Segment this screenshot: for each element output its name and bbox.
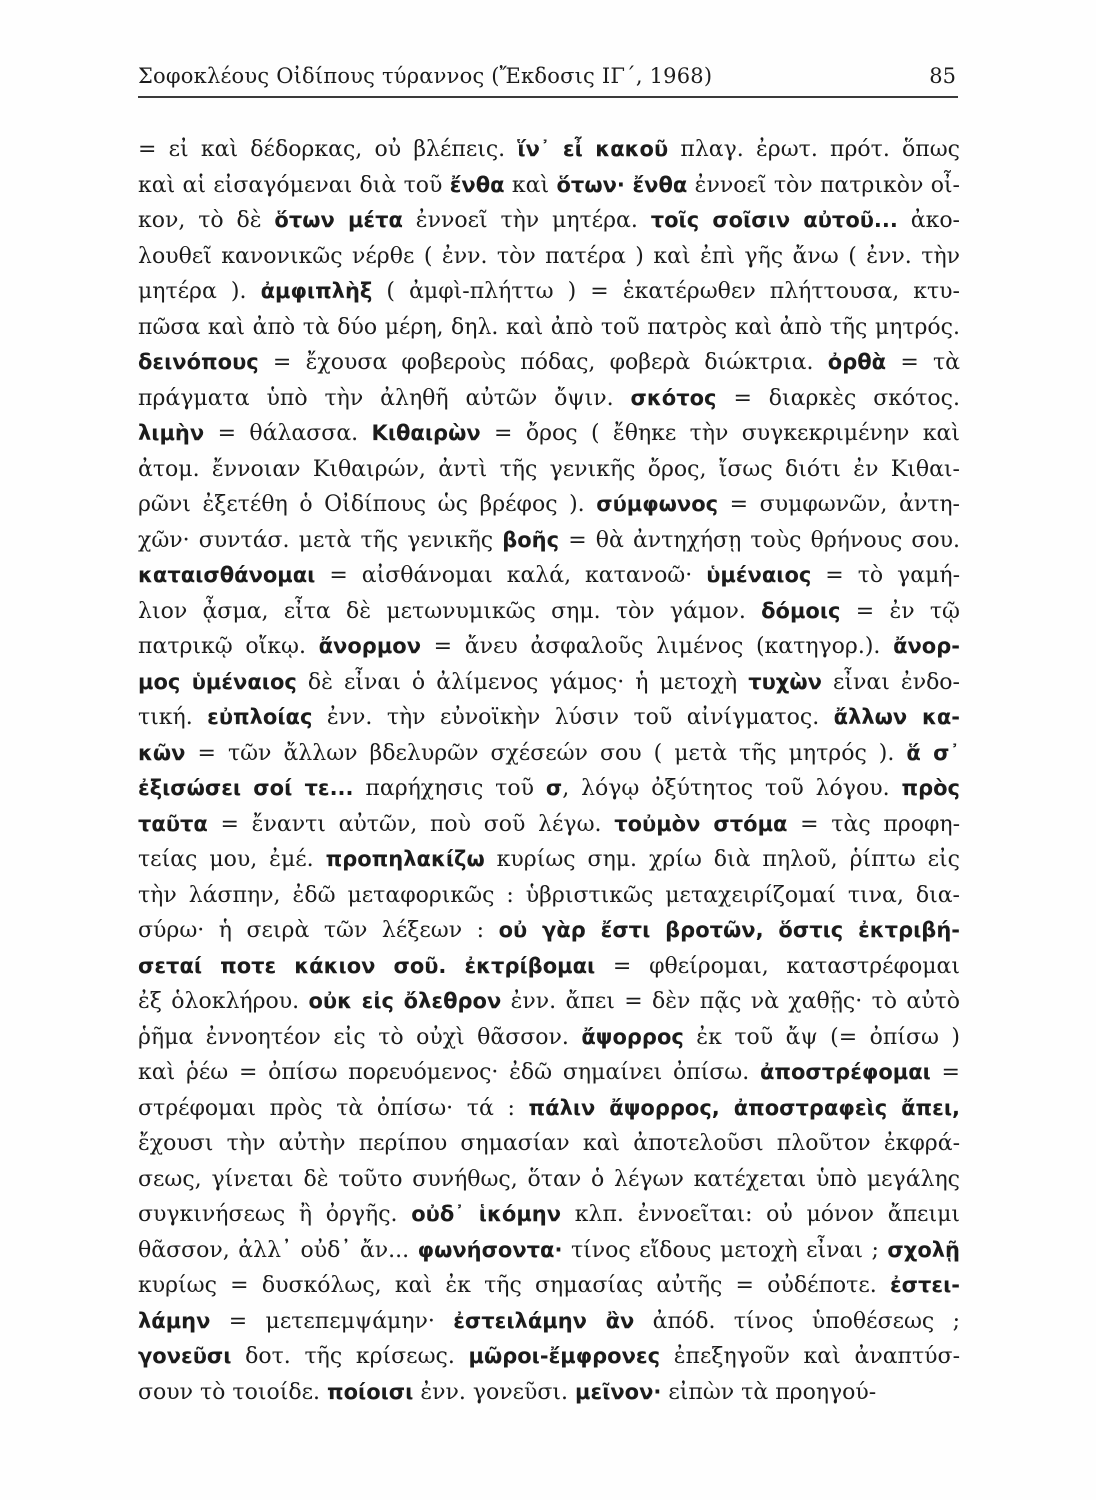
page-header xyxy=(138,62,958,98)
lemma-term: τοῖς σοῖσιν αὐτοῦ... xyxy=(650,208,898,232)
gloss-text: σουν τὸ τοιοίδε. xyxy=(138,1379,327,1405)
lemma-term: οὐκ εἰς ὄλεθρον xyxy=(308,989,502,1013)
gloss-text: ρῶνι ἐξετέθη ὁ Οἰδίπους ὡς βρέφος ). xyxy=(138,492,597,517)
gloss-text: τὴν λάσπην, ἐδῶ μεταφορικῶς : ὑβριστικῶς μεταχειρίζομαί τινα, δια- xyxy=(138,882,960,908)
gloss-text: ἐπεξηγοῦν καὶ ἀναπτύσ- xyxy=(660,1344,961,1369)
lemma-term: σχολῇ xyxy=(887,1237,960,1262)
text-line xyxy=(138,1020,960,1056)
text-line xyxy=(138,665,960,701)
gloss-text: ἀκο- xyxy=(897,208,960,233)
text-line xyxy=(138,984,960,1020)
lemma-term: ἄψορρος xyxy=(581,1024,684,1049)
gloss-text: ἐννοεῖ τὸν πατρικὸν οἶ- xyxy=(687,172,960,198)
text-line xyxy=(138,913,960,949)
lemma-term: ταῦτα xyxy=(138,811,208,836)
gloss-text: σύρω· ἡ σειρὰ τῶν λέξεων : xyxy=(138,918,499,943)
lemma-term: μεῖνον· xyxy=(575,1379,662,1404)
gloss-text: τίνος εἴδους μετοχὴ εἶναι ; xyxy=(562,1237,888,1263)
gloss-text: κλπ. ἐννοεῖται: οὐ μόνον ἄπειμι xyxy=(561,1202,960,1227)
text-line xyxy=(138,523,960,559)
text-line xyxy=(138,1339,960,1375)
lemma-term: ἵν᾽ εἶ κακοῦ xyxy=(517,137,669,161)
gloss-text: εἰπὼν τὰ προηγού- xyxy=(661,1379,877,1405)
gloss-text: χῶν· συντάσ. μετὰ τῆς γενικῆς xyxy=(138,527,503,553)
text-line xyxy=(138,1091,960,1127)
lemma-term: ἅ σ᾽ xyxy=(906,740,961,765)
gloss-text: = διαρκὲς σκότος. xyxy=(716,385,960,411)
lemma-term: σύμφωνος xyxy=(596,492,719,516)
running-title: Σοφοκλέους Οἰδίπους τύραννος (Ἔκδοσις ΙΓ΄, 1968) xyxy=(138,64,713,88)
text-line xyxy=(138,274,960,310)
gloss-text: ( ἀμφὶ-πλήττω ) = ἑκατέρωθεν πλήττουσα, κτυ- xyxy=(372,279,960,304)
text-line xyxy=(138,310,960,346)
page-number: 85 xyxy=(929,64,956,88)
text-line xyxy=(138,807,960,843)
gloss-text: κυρίως = δυσκόλως, καὶ ἐκ τῆς σημασίας αὐτῆς = οὐδέποτε. xyxy=(138,1273,890,1298)
text-line xyxy=(138,168,960,204)
gloss-text: πῶσα καὶ ἀπὸ τὰ δύο μέρη, δηλ. καὶ ἀπὸ τοῦ πατρὸς καὶ ἀπὸ τῆς μητρός. xyxy=(138,314,960,340)
gloss-text: = φθείρομαι, καταστρέφομαι xyxy=(595,953,960,979)
gloss-text: = ἔναντι αὐτῶν, ποὺ σοῦ λέγω. xyxy=(207,811,615,837)
text-line xyxy=(138,381,960,417)
gloss-text: = θὰ ἀντηχήσῃ τοὺς θρήνους σου. xyxy=(559,527,961,553)
lemma-term: σκότος xyxy=(630,385,717,410)
lemma-term: ὀρθὰ xyxy=(827,350,887,374)
text-line xyxy=(138,203,960,239)
text-line xyxy=(138,558,960,594)
gloss-text: πράγματα ὑπὸ τὴν ἀληθῆ αὐτῶν ὄψιν. xyxy=(138,385,631,411)
lemma-term: λιμὴν xyxy=(138,421,205,445)
gloss-text: = τὰ xyxy=(886,350,960,375)
gloss-text: ἐνν. ἄπει = δὲν πᾷς νὰ χαθῇς· τὸ αὐτὸ xyxy=(501,989,960,1014)
gloss-text: καὶ αἱ εἰσαγόμεναι διὰ τοῦ xyxy=(138,172,450,198)
text-line xyxy=(138,842,960,878)
text-line xyxy=(138,594,960,630)
text-line xyxy=(138,132,960,168)
text-line xyxy=(138,1304,960,1340)
text-line xyxy=(138,1055,960,1091)
gloss-text: ῥῆμα ἐννοητέον εἰς τὸ οὐχὶ θᾶσσον. xyxy=(138,1024,582,1050)
lemma-term: εὐπλοίας xyxy=(207,705,313,729)
text-line xyxy=(138,878,960,914)
lemma-term: ἐξισώσει σοί τε... xyxy=(138,776,354,800)
gloss-text: = εἰ καὶ δέδορκας, οὐ βλέπεις. xyxy=(138,137,518,162)
gloss-text: ἀπόδ. τίνος ὑποθέσεως ; xyxy=(634,1308,960,1334)
lemma-term: δεινόπους xyxy=(138,350,259,374)
text-line xyxy=(138,345,960,381)
lemma-term: προπηλακίζω xyxy=(325,847,485,871)
gloss-text: ἔχουσι τὴν αὐτὴν περίπου σημασίαν καὶ ἀποτελοῦσι πλοῦτον ἐκφρά- xyxy=(138,1131,960,1156)
gloss-text: = αἰσθάνομαι καλά, κατανοῶ· xyxy=(315,563,707,588)
lemma-term: σ xyxy=(545,776,563,800)
gloss-text: δοτ. τῆς κρίσεως. xyxy=(231,1344,469,1369)
gloss-text: λουθεῖ κανονικῶς νέρθε ( ἐνν. τὸν πατέρα ) καὶ ἐπὶ γῆς ἄνω ( ἐνν. τὴν xyxy=(138,243,960,269)
gloss-text: = ὄρος ( ἔθηκε τὴν συγκεκριμένην καὶ xyxy=(480,421,961,446)
gloss-text: = συμφωνῶν, ἀντη- xyxy=(718,492,960,517)
gloss-text: ἀτομ. ἔννοιαν Κιθαιρών, ἀντὶ τῆς γενικῆς ὄρος, ἴσως διότι ἐν Κιθαι- xyxy=(138,456,960,482)
gloss-text: = ἄνευ ἀσφαλοῦς λιμένος (κατηγορ.). xyxy=(421,634,894,659)
lemma-term: μῶροι-ἔμφρονες xyxy=(468,1344,661,1368)
lemma-term: φωνήσοντα· xyxy=(417,1237,563,1262)
text-line xyxy=(138,239,960,275)
gloss-text: στρέφομαι πρὸς τὰ ὀπίσω· τά : xyxy=(138,1095,529,1121)
lemma-term: ἄνορμον xyxy=(318,634,421,658)
lemma-term: ὅτων· ἔνθα xyxy=(556,172,688,197)
lemma-term: καταισθάνομαι xyxy=(138,563,316,587)
text-line xyxy=(138,416,960,452)
lemma-term: γονεῦσι xyxy=(138,1344,232,1368)
lemma-term: ἐστει- xyxy=(889,1273,960,1297)
lemma-term: πάλιν ἄψορρος, ἀποστραφεὶς ἄπει, xyxy=(528,1095,960,1120)
lemma-term: ὅτων μέτα xyxy=(274,208,403,232)
gloss-text: συγκινήσεως ἢ ὀργῆς. xyxy=(138,1202,412,1227)
lemma-term: μος ὑμέναιος xyxy=(138,669,297,694)
gloss-text: = θάλασσα. xyxy=(204,421,372,446)
gloss-text: , λόγῳ ὀξύτητος τοῦ λόγου. xyxy=(562,776,902,801)
gloss-text: κυρίως σημ. χρίω διὰ πηλοῦ, ῥίπτω εἰς xyxy=(484,847,960,872)
text-line xyxy=(138,771,960,807)
gloss-text: καὶ ῥέω = ὀπίσω πορευόμενος· ἐδῶ σημαίνει ὀπίσω. xyxy=(138,1060,760,1085)
lemma-term: οὐ γὰρ ἔστι βροτῶν, ὅστις ἐκτριβή- xyxy=(498,918,960,942)
text-line xyxy=(138,1233,960,1269)
lemma-term: πρὸς xyxy=(901,776,960,800)
gloss-text: σεως, γίνεται δὲ τοῦτο συνήθως, ὅταν ὁ λέγων κατέχεται ὑπὸ μεγάλης xyxy=(138,1166,960,1192)
lemma-term: ἄνορ- xyxy=(893,634,960,658)
gloss-text: = τῶν ἄλλων βδελυρῶν σχέσεών σου ( μετὰ τῆς μητρός ). xyxy=(185,740,907,766)
gloss-text: = ἐν τῷ xyxy=(840,598,960,624)
lemma-term: οὐδ᾽ ἱκόμην xyxy=(411,1202,562,1226)
text-line xyxy=(138,1197,960,1233)
text-line xyxy=(138,452,960,488)
gloss-text: ἐκ τοῦ ἄψ (= ὀπίσω ) xyxy=(683,1024,960,1050)
lemma-term: ποίοισι xyxy=(326,1379,414,1404)
gloss-text: = ἔχουσα φοβεροὺς πόδας, φοβερὰ διώκτρια. xyxy=(258,350,828,375)
gloss-text: λιον ᾆσμα, εἶτα δὲ μετωνυμικῶς σημ. τὸν γάμον. xyxy=(138,598,762,624)
gloss-text: θᾶσσον, ἀλλ᾽ οὐδ᾽ ἄν... xyxy=(138,1237,418,1263)
lemma-term: δόμοις xyxy=(761,598,841,623)
text-line xyxy=(138,1162,960,1198)
text-line xyxy=(138,736,960,772)
gloss-text: δὲ εἶναι ὁ ἀλίμενος γάμος· ἡ μετοχὴ xyxy=(296,669,749,695)
gloss-text: ἐξ ὁλοκλήρου. xyxy=(138,989,309,1014)
gloss-text: πατρικῷ οἴκῳ. xyxy=(138,634,319,659)
lemma-term: ἀμφιπλὴξ xyxy=(260,279,373,303)
text-line xyxy=(138,700,960,736)
gloss-text: ἐννοεῖ τὴν μητέρα. xyxy=(402,208,651,233)
gloss-text: κον, τὸ δὲ xyxy=(138,208,275,233)
text-line xyxy=(138,1126,960,1162)
gloss-text: ἐνν. τὴν εὐνοϊκὴν λύσιν τοῦ αἰνίγματος. xyxy=(312,705,834,730)
lemma-term: ἄλλων κα- xyxy=(833,705,961,729)
lemma-term: ἀποστρέφομαι xyxy=(759,1060,931,1084)
gloss-text: = τὰς προφη- xyxy=(787,811,961,837)
gloss-text: τική. xyxy=(138,705,208,730)
gloss-text: πλαγ. ἐρωτ. πρότ. ὅπως xyxy=(668,137,960,162)
lemma-term: ἔνθα xyxy=(449,172,505,197)
commentary-text xyxy=(138,132,960,1410)
lemma-term: ἐστειλάμην ἂν xyxy=(453,1308,635,1333)
gloss-text: παρήχησις τοῦ xyxy=(353,776,546,801)
gloss-text: καὶ xyxy=(504,172,557,198)
lemma-term: λάμην xyxy=(138,1308,211,1333)
gloss-text: εἶναι ἐνδο- xyxy=(821,669,960,695)
lemma-term: τοὐμὸν στόμα xyxy=(614,811,788,836)
gloss-text: ἐνν. γονεῦσι. xyxy=(413,1379,576,1405)
lemma-term: Κιθαιρὼν xyxy=(371,421,481,445)
lemma-term: βοῆς xyxy=(502,527,560,552)
text-line xyxy=(138,1375,960,1411)
text-line xyxy=(138,1268,960,1304)
text-line xyxy=(138,487,960,523)
gloss-text: = μετεπεμψάμην· xyxy=(210,1308,454,1334)
gloss-text: μητέρα ). xyxy=(138,279,261,304)
lemma-term: κῶν xyxy=(138,740,186,765)
text-line xyxy=(138,629,960,665)
lemma-term: σεταί ποτε κάκιον σοῦ. ἐκτρίβομαι xyxy=(138,953,596,978)
lemma-term: ὑμέναιος xyxy=(706,563,812,587)
lemma-term: τυχὼν xyxy=(748,669,822,694)
gloss-text: = τὸ γαμή- xyxy=(811,563,960,588)
gloss-text: τείας μου, ἐμέ. xyxy=(138,847,326,872)
gloss-text: = xyxy=(930,1060,960,1085)
text-line xyxy=(138,949,960,985)
